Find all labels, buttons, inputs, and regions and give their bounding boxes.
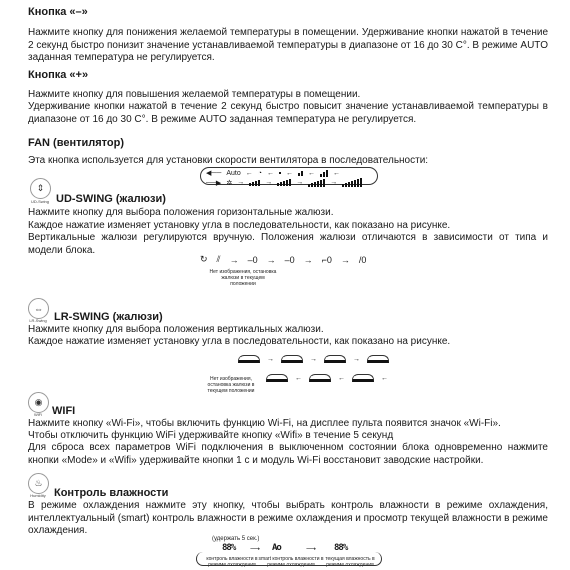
minus-title: Кнопка «–» [28, 6, 88, 18]
wifi-line3: Для сброса всех параметров WiFi подключения в выключенном состоянии блока одновременно нажмите кнопки «Mode» и «Wifi» удерживайте кнопки 1 с и модуль Wi-Fi восстановит заводские настройки. [28, 442, 548, 466]
wifi-line1: Нажмите кнопку «Wi-Fi», чтобы включить функцию Wi-Fi, на дисплее пульта появится значок «Wi-Fi». [28, 418, 501, 429]
fan-auto-label: Auto [226, 169, 241, 177]
ud-swing-icon-caption: UD-Swing [30, 199, 49, 204]
lr-swing-icon-caption: LR-Swing [29, 318, 47, 323]
lr-vane-auto-icon [238, 355, 260, 363]
arrow-left-icon: ← [266, 169, 274, 177]
arrow-right-icon: ⟶ [306, 546, 317, 553]
fan-text: Эта кнопка используется для установки скорости вентилятора в последовательности: [28, 155, 429, 166]
ud-swing-line1: Нажмите кнопку для выбора положения горизонтальные жалюзи. [28, 207, 334, 218]
speed-4-icon [249, 180, 260, 186]
arrow-left-icon: ← [245, 169, 253, 177]
lr-vane-5-icon [309, 374, 331, 382]
lr-vane-4-icon [352, 374, 374, 382]
lr-vane-2-icon [324, 355, 346, 363]
arrow-right-icon: → [296, 179, 304, 186]
humidity-step-2-caption: smart контроль влажности в режиме охлаждения [258, 556, 324, 568]
arrow-icon: ↻ [200, 254, 208, 264]
ud-swing-line3: Вертикальные жалюзи регулируются вручную. Положения жалюзи отличаются в зависимости от типа и модели блока. [28, 232, 548, 256]
arrow-right-icon: → [340, 254, 350, 265]
speed-3-icon [320, 170, 328, 177]
humidity-text: В режиме охлаждения нажмите эту кнопку, чтобы выбрать контроль влажности в режиме охлаждения, интеллектуальный (smart) контроль влажности в режиме охлаждения и просмотр текущей влажности в режиме охлаждения. [28, 500, 548, 537]
arrow-right-icon: → [266, 254, 276, 265]
humidity-icon-caption: Humidity [30, 493, 46, 498]
arrow-left-icon: ← [332, 169, 340, 177]
ud-swing-line2: Каждое нажатие изменяет установку угла в последовательности, как показано на рисунке. [28, 220, 451, 231]
arrow-right-icon: → [267, 355, 274, 363]
speed-5-icon [277, 179, 291, 186]
humidity-step-3-display: 88% [334, 543, 348, 553]
arrow-right-icon: → [353, 355, 360, 363]
ud-swing-button-icon: ⇕ [30, 178, 51, 199]
ud-swing-title: UD-SWING (жалюзи) [56, 193, 166, 205]
vane-position-1-icon: ‒0 [247, 254, 258, 265]
fan-sequence-bottom [206, 178, 362, 187]
humidity-step-1-display: 88% [222, 543, 236, 553]
lr-swing-line1: Нажмите кнопку для выбора положения вертикальных жалюзи. [28, 324, 324, 335]
arrow-left-icon: ← [381, 374, 388, 382]
ud-swing-sequence [200, 254, 366, 265]
arrow-left-icon: ← [307, 169, 315, 177]
arrow-right-icon: → [229, 254, 239, 265]
humidity-step-2-display: Ao [272, 543, 281, 553]
arrow-right-icon: → [237, 179, 245, 186]
speed-1-icon [279, 172, 281, 174]
arrow-left-icon: ◀── [206, 170, 222, 177]
lr-swing-sequence-top [238, 355, 389, 363]
arrow-right-icon: → [265, 179, 273, 186]
lr-swing-title: LR-SWING (жалюзи) [54, 311, 163, 323]
fan-icon: ✲ [226, 179, 233, 187]
arrow-right-icon: → [303, 254, 313, 265]
vane-position-2-icon: ‒0 [284, 254, 295, 265]
lr-vane-6-icon [266, 374, 288, 382]
humidity-title: Контроль влажности [54, 487, 169, 499]
minus-text: Нажмите кнопку для понижения желаемой температуры в помещении. Удерживание кнопки нажатой в течение 2 секунд быстро понизит значение устанавливаемой температуры в диапазоне от 16 до 30 С°. В режиме AUTO заданная температура не регулируется. [28, 27, 548, 64]
humidity-step-3-caption: текущая влажность в режиме охлаждения [325, 556, 375, 568]
speed-2-icon [298, 171, 303, 176]
fan-sequence-top [206, 169, 340, 177]
speed-6-icon [308, 179, 325, 187]
lr-swing-button-icon: ⇔ [28, 298, 49, 319]
lr-swing-sequence-bottom [266, 374, 388, 382]
vane-position-3-icon: ⌐0 [321, 254, 332, 265]
plus-line1: Нажмите кнопку для повышения желаемой температуры в помещении. [28, 89, 361, 100]
lr-swing-line2: Каждое нажатие изменяет установку угла в последовательности, как показано на рисунке. [28, 336, 451, 347]
lr-vane-3-icon [367, 355, 389, 363]
speed-7-icon [342, 178, 362, 187]
humidity-cycle-frame [196, 552, 382, 566]
arrow-left-icon: ← [285, 169, 293, 177]
ud-swing-no-image-note: Нет изображения, остановка жалюзи в текущем положении [209, 269, 277, 287]
quiet-icon: ◔ [257, 169, 262, 177]
arrow-left-icon: ← [338, 374, 345, 382]
fan-title: FAN (вентилятор) [28, 137, 124, 149]
swing-auto-icon: ⫽ [216, 254, 221, 264]
arrow-right-icon: → [310, 355, 317, 363]
arrow-left-icon: ← [295, 374, 302, 382]
wifi-icon-caption: WiFi [34, 412, 42, 417]
arrow-right-icon: → [330, 179, 338, 186]
wifi-button-icon: ◉ [28, 392, 49, 413]
lr-swing-no-image-note: Нет изображения, остановка жалюзи в текущем положении [207, 376, 255, 394]
arrow-right-icon: ──▶ [206, 179, 222, 187]
plus-line2: Удерживание кнопки нажатой в течение 2 секунд быстро повысит значение устанавливаемой температуры в диапазоне от 16 до 30 С°. В режиме AUTO заданная температура не регулируется. [28, 101, 548, 125]
arrow-right-icon: ⟶ [250, 546, 261, 553]
plus-title: Кнопка «+» [28, 69, 89, 81]
wifi-title: WIFI [52, 405, 76, 417]
vane-position-4-icon: /0 [358, 254, 367, 265]
humidity-step-1-caption: контроль влажности в режиме охлаждения [206, 556, 258, 568]
wifi-line2: Чтобы отключить функцию WiFi удерживайте кнопку «Wifi» в течение 5 секунд [28, 430, 394, 441]
lr-vane-1-icon [281, 355, 303, 363]
humidity-hold-note: (удержать 5 сек.) [212, 536, 260, 542]
humidity-button-icon: ♨ [28, 473, 49, 494]
